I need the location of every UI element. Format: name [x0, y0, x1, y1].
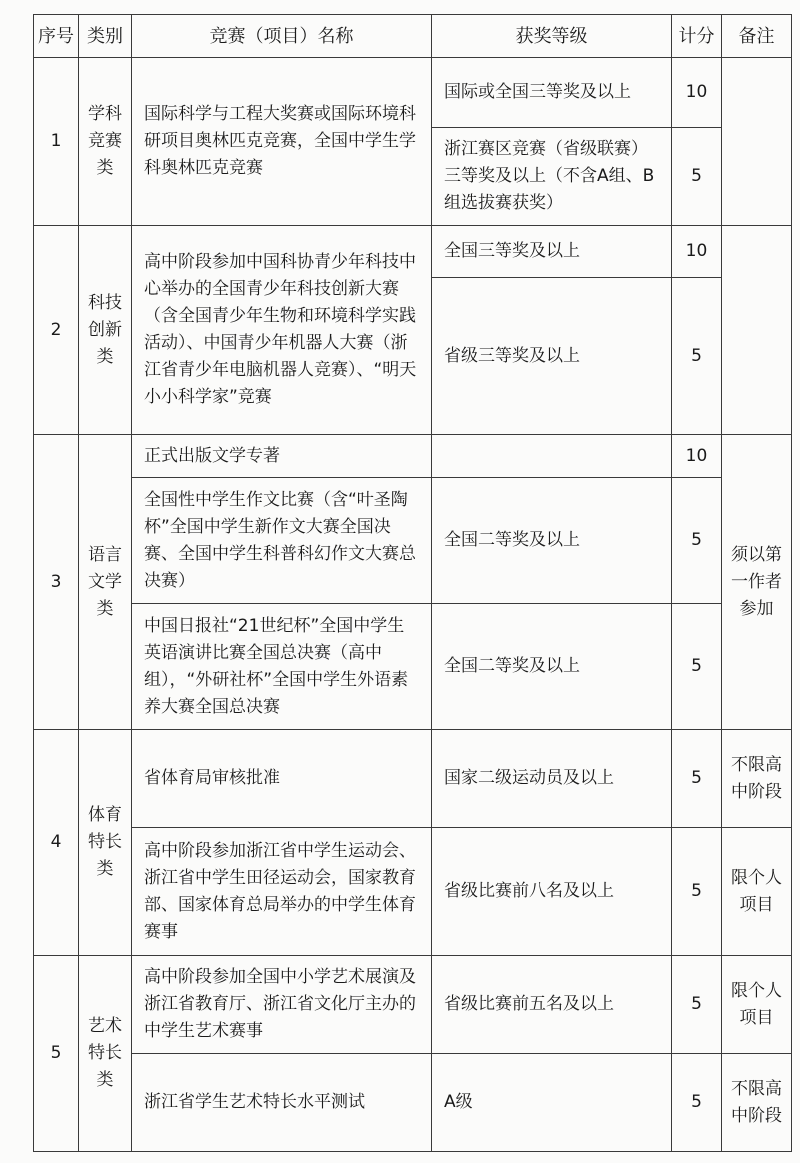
- points-cell: 5: [672, 828, 722, 956]
- points-cell: 5: [672, 730, 722, 828]
- note-cell: 不限高中阶段: [722, 730, 792, 828]
- category-cell: 艺术特长类: [79, 956, 132, 1152]
- category-cell: 学科竞赛类: [79, 58, 132, 226]
- table-row: [34, 956, 792, 1054]
- row-number: 1: [34, 58, 79, 226]
- row-number: 5: [34, 956, 79, 1152]
- award-level: 国家二级运动员及以上: [432, 730, 672, 828]
- award-level: 浙江赛区竞赛（省级联赛）三等奖及以上（不含A组、B组选拔赛获奖）: [432, 128, 672, 226]
- points-cell: 5: [672, 478, 722, 604]
- table-row: [34, 58, 792, 128]
- award-level: 全国三等奖及以上: [432, 226, 672, 278]
- category-cell: 语言文学类: [79, 435, 132, 730]
- competition-name: 高中阶段参加浙江省中学生运动会、浙江省中学生田径运动会，国家教育部、国家体育总局举办的中学生体育赛事: [132, 828, 432, 956]
- note-cell: 限个人项目: [722, 828, 792, 956]
- competition-name: 国际科学与工程大奖赛或国际环境科研项目奥林匹克竞赛，全国中学生学科奥林匹克竞赛: [132, 58, 432, 226]
- header-row: [34, 15, 792, 58]
- note-cell: [722, 226, 792, 435]
- header-level: 获奖等级: [432, 15, 672, 58]
- competition-name: 正式出版文学专著: [132, 435, 432, 478]
- competition-name: 高中阶段参加中国科协青少年科技中心举办的全国青少年科技创新大赛（含全国青少年生物和环境科学实践活动）、中国青少年机器人大赛（浙江省青少年电脑机器人竞赛）、“明天小小科学家”竞赛: [132, 226, 432, 435]
- award-level: A级: [432, 1054, 672, 1152]
- points-cell: 5: [672, 278, 722, 435]
- header-category: 类别: [79, 15, 132, 58]
- award-level: 省级三等奖及以上: [432, 278, 672, 435]
- row-number: 3: [34, 435, 79, 730]
- row-number: 2: [34, 226, 79, 435]
- table-row: [34, 435, 792, 478]
- points-cell: 5: [672, 128, 722, 226]
- award-level: 全国二等奖及以上: [432, 604, 672, 730]
- points-cell: 10: [672, 226, 722, 278]
- award-level: 全国二等奖及以上: [432, 478, 672, 604]
- header-points: 计分: [672, 15, 722, 58]
- points-cell: 5: [672, 1054, 722, 1152]
- table-row: [34, 478, 792, 604]
- header-note: 备注: [722, 15, 792, 58]
- competition-name: 高中阶段参加全国中小学艺术展演及浙江省教育厅、浙江省文化厅主办的中学生艺术赛事: [132, 956, 432, 1054]
- table-row: [34, 604, 792, 730]
- points-cell: 10: [672, 435, 722, 478]
- category-cell: 体育特长类: [79, 730, 132, 956]
- competition-name: 浙江省学生艺术特长水平测试: [132, 1054, 432, 1152]
- table-row: [34, 1054, 792, 1152]
- competition-name: 省体育局审核批准: [132, 730, 432, 828]
- award-level: 省级比赛前五名及以上: [432, 956, 672, 1054]
- points-cell: 10: [672, 58, 722, 128]
- note-cell: 须以第一作者参加: [722, 435, 792, 730]
- header-no: 序号: [34, 15, 79, 58]
- competition-name: 全国性中学生作文比赛（含“叶圣陶杯”全国中学生新作文大赛全国决赛、全国中学生科普科幻作文大赛总决赛）: [132, 478, 432, 604]
- table-row: [34, 730, 792, 828]
- award-level: 省级比赛前八名及以上: [432, 828, 672, 956]
- points-cell: 5: [672, 956, 722, 1054]
- note-cell: 不限高中阶段: [722, 1054, 792, 1152]
- note-cell: 限个人项目: [722, 956, 792, 1054]
- award-level: 国际或全国三等奖及以上: [432, 58, 672, 128]
- table-row: [34, 828, 792, 956]
- note-cell: [722, 58, 792, 226]
- table-row: [34, 226, 792, 278]
- awards-table: [33, 14, 792, 1152]
- competition-name: 中国日报社“21世纪杯”全国中学生英语演讲比赛全国总决赛（高中组），“外研社杯”全国中学生外语素养大赛全国总决赛: [132, 604, 432, 730]
- award-level: [432, 435, 672, 478]
- row-number: 4: [34, 730, 79, 956]
- header-name: 竞赛（项目）名称: [132, 15, 432, 58]
- points-cell: 5: [672, 604, 722, 730]
- category-cell: 科技创新类: [79, 226, 132, 435]
